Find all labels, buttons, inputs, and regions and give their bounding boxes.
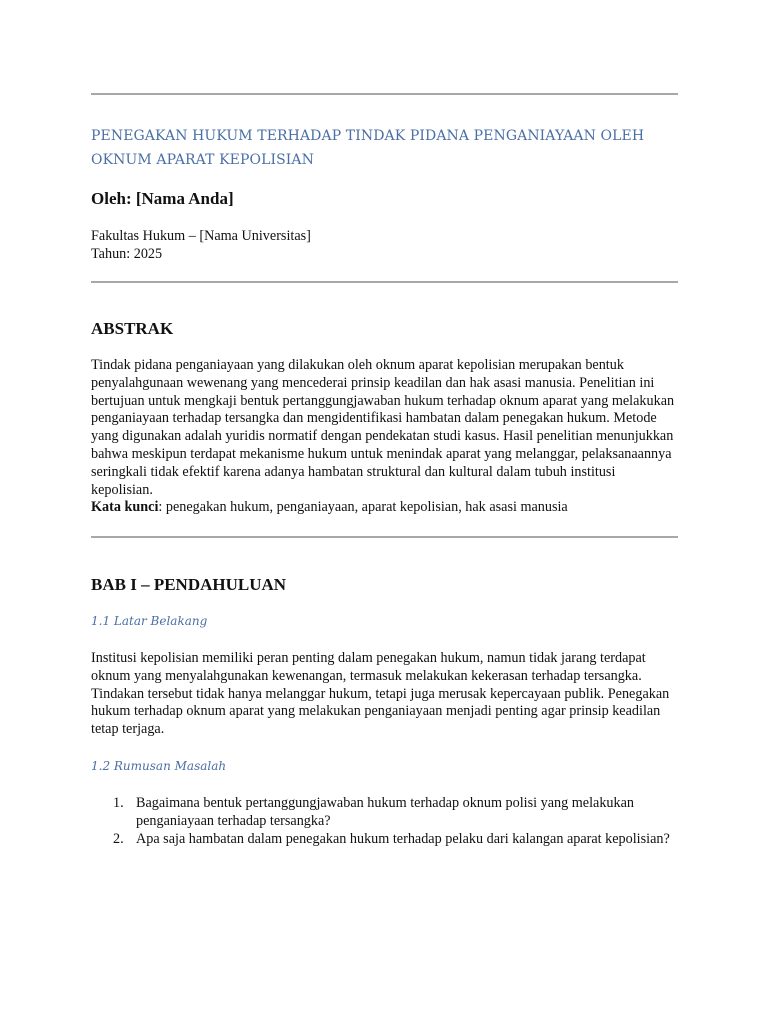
affiliation-block (91, 228, 678, 263)
list-item-text: Apa saja hambatan dalam penegakan hukum terhadap pelaku dari kalangan aparat kepolisian? (136, 830, 670, 847)
section-heading-latar-belakang: 1.1 Latar Belakang (91, 614, 208, 628)
faculty-line: Fakultas Hukum – [Nama Universitas] (91, 228, 311, 244)
list-item (91, 831, 678, 849)
chapter-heading: BAB I – PENDAHULUAN (91, 575, 287, 594)
rumusan-masalah-list (91, 795, 678, 848)
keywords-text: : penegakan hukum, penganiayaan, aparat kepolisian, hak asasi manusia (158, 499, 568, 516)
divider-after-header (91, 281, 678, 283)
list-item-number: 2. (113, 830, 124, 847)
document-title: PENEGAKAN HUKUM TERHADAP TINDAK PIDANA PENGANIAYAAN OLEH OKNUM APARAT KEPOLISIAN (91, 128, 645, 168)
latar-belakang-body: Institusi kepolisian memiliki peran penting dalam penegakan hukum, namun tidak jarang terdapat oknum yang menyalahgunakan kewenangan, termasuk melakukan kekerasan terhadap tersangka. Tindakan tersebut tidak hanya melanggar hukum, tetapi juga merusak kepercayaan publik. Penegakan hukum terhadap oknum aparat yang melakukan penganiayaan menjadi penting agar prinsip keadilan tetap terjaga. (91, 650, 670, 738)
list-item-number: 1. (113, 795, 124, 811)
divider-after-abstract (91, 536, 678, 538)
abstract-text: Tindak pidana penganiayaan yang dilakukan oleh oknum aparat kepolisian merupakan bentuk penyalahgunaan wewenang yang mencederai prinsip keadilan dan hak asasi manusia. Penelitian ini bertujuan untuk mengkaji bentuk pertanggungjawaban hukum terhadap oknum aparat yang melakukan penganiayaan terhadap tersangka dan mengidentifikasi hambatan dalam penegakan hukum. Metode yang digunakan adalah yuridis normatif dengan pendekatan studi kasus. Hasil penelitian menunjukkan bahwa meskipun terdapat mekanisme hukum untuk menindak aparat yang melanggar, pelaksanaannya seringkali tidak efektif karena adanya hambatan struktural dan kultural dalam tubuh institusi kepolisian. (91, 357, 675, 498)
year-line: Tahun: 2025 (91, 245, 163, 262)
list-item-text: Bagaimana bentuk pertanggungjawaban hukum terhadap oknum polisi yang melakukan penganiayaan terhadap tersangka? (136, 795, 635, 829)
abstract-heading: ABSTRAK (91, 319, 174, 338)
top-divider (91, 93, 678, 95)
list-item (91, 795, 678, 831)
section-heading-rumusan-masalah: 1.2 Rumusan Masalah (91, 759, 227, 773)
author-line: Oleh: [Nama Anda] (91, 189, 234, 208)
abstract-body (91, 357, 678, 517)
keywords-label: Kata kunci (91, 499, 159, 516)
